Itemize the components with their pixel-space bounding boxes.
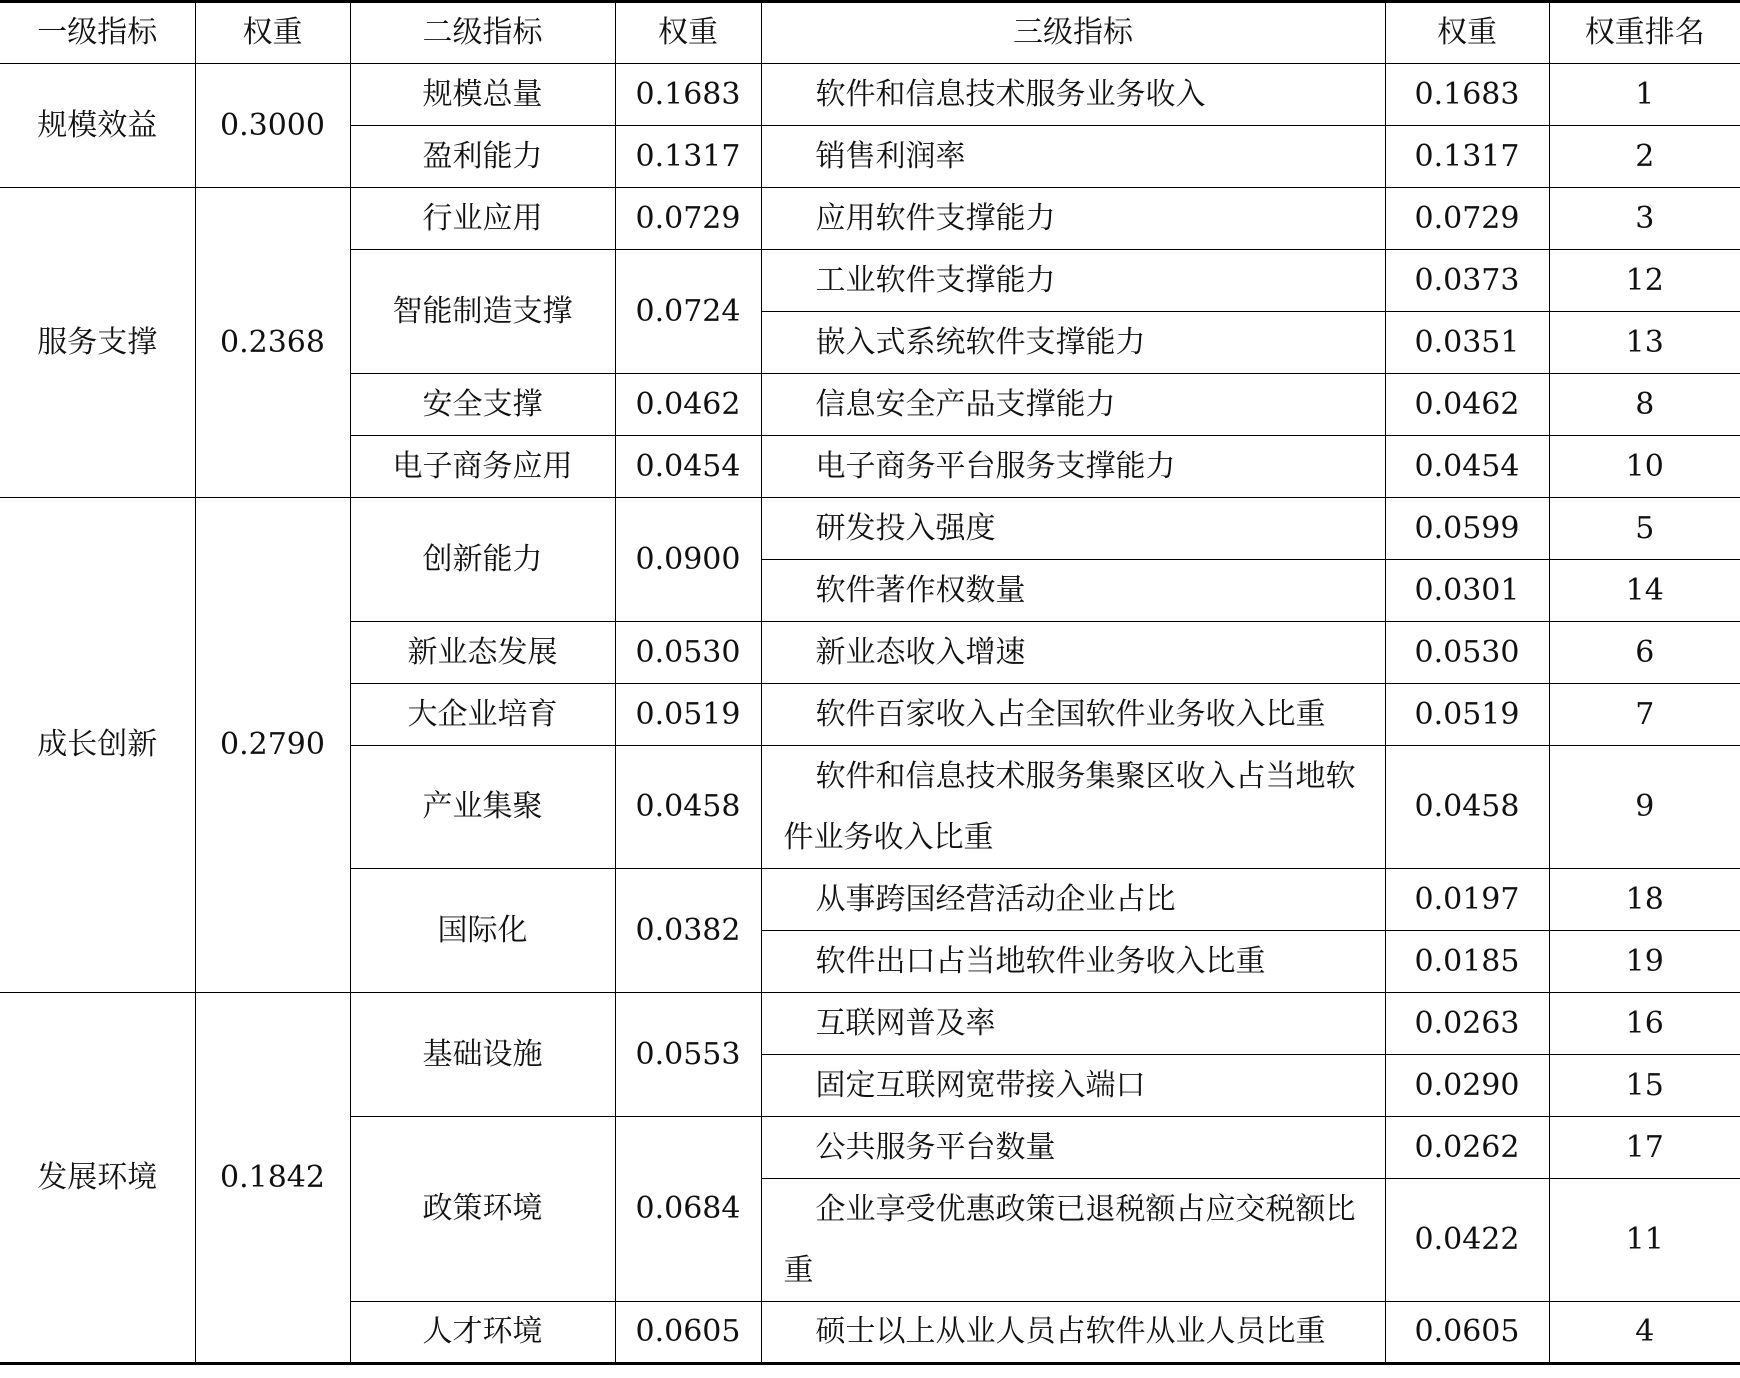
rank-cell: 18	[1549, 869, 1740, 931]
level3-name-text: 软件著作权数量	[815, 572, 1026, 608]
table-row	[0, 188, 1740, 250]
level3-name-cell	[761, 498, 1385, 560]
level3-weight-cell: 0.0462	[1385, 374, 1549, 436]
rank-cell: 10	[1549, 436, 1740, 498]
level2-name-cell: 产业集聚	[350, 746, 615, 869]
level2-weight-cell: 0.1683	[615, 64, 761, 126]
level2-weight-cell: 0.0724	[615, 250, 761, 374]
level2-name-cell: 安全支撑	[350, 374, 615, 436]
rank-cell: 6	[1549, 622, 1740, 684]
level3-weight-cell: 0.0263	[1385, 993, 1549, 1055]
header-level3: 三级指标	[761, 2, 1385, 64]
header-weight2: 权重	[615, 2, 761, 64]
level1-name-cell: 服务支撑	[0, 188, 195, 498]
level1-weight-cell: 0.1842	[195, 993, 350, 1364]
level2-name-cell: 盈利能力	[350, 126, 615, 188]
level3-name-cell	[761, 869, 1385, 931]
level1-weight-cell: 0.2790	[195, 498, 350, 993]
level2-name-cell: 创新能力	[350, 498, 615, 622]
rank-cell: 16	[1549, 993, 1740, 1055]
rank-cell: 14	[1549, 560, 1740, 622]
level3-name-text: 软件和信息技术服务业务收入	[815, 76, 1206, 112]
level2-name-cell: 政策环境	[350, 1117, 615, 1302]
level3-name-text: 销售利润率	[815, 138, 966, 174]
level3-weight-cell: 0.1317	[1385, 126, 1549, 188]
rank-cell: 7	[1549, 684, 1740, 746]
level2-name-cell: 国际化	[350, 869, 615, 993]
level2-weight-cell: 0.0519	[615, 684, 761, 746]
level2-name-cell: 行业应用	[350, 188, 615, 250]
level3-name-cell	[761, 126, 1385, 188]
level2-weight-cell: 0.0382	[615, 869, 761, 993]
level3-name-text: 工业软件支撑能力	[815, 262, 1056, 298]
level3-weight-cell: 0.0605	[1385, 1302, 1549, 1364]
level1-name-cell: 发展环境	[0, 993, 195, 1364]
level3-weight-cell: 0.0373	[1385, 250, 1549, 312]
table-row	[0, 498, 1740, 560]
level2-weight-cell: 0.0900	[615, 498, 761, 622]
level3-name-cell	[761, 374, 1385, 436]
rank-cell: 9	[1549, 746, 1740, 869]
level2-name-cell: 大企业培育	[350, 684, 615, 746]
level3-name-cell	[761, 622, 1385, 684]
level3-name-cell	[761, 746, 1385, 869]
level3-name-text: 软件百家收入占全国软件业务收入比重	[815, 696, 1326, 732]
level3-name-text: 嵌入式系统软件支撑能力	[815, 324, 1146, 360]
level3-weight-cell: 0.0290	[1385, 1055, 1549, 1117]
level3-weight-cell: 0.0729	[1385, 188, 1549, 250]
level3-name-text: 硕士以上从业人员占软件从业人员比重	[815, 1314, 1326, 1350]
level3-name-cell	[761, 250, 1385, 312]
level2-weight-cell: 0.0605	[615, 1302, 761, 1364]
header-weight1: 权重	[195, 2, 350, 64]
level2-name-cell: 人才环境	[350, 1302, 615, 1364]
rank-cell: 3	[1549, 188, 1740, 250]
level2-weight-cell: 0.0553	[615, 993, 761, 1117]
rank-cell: 11	[1549, 1179, 1740, 1302]
level3-name-text: 固定互联网宽带接入端口	[815, 1067, 1146, 1103]
level3-name-text: 互联网普及率	[815, 1005, 996, 1041]
rank-cell: 2	[1549, 126, 1740, 188]
level3-weight-cell: 0.0599	[1385, 498, 1549, 560]
level3-weight-cell: 0.0197	[1385, 869, 1549, 931]
level3-weight-cell: 0.0519	[1385, 684, 1549, 746]
level3-weight-cell: 0.0185	[1385, 931, 1549, 993]
rank-cell: 1	[1549, 64, 1740, 126]
level2-weight-cell: 0.0458	[615, 746, 761, 869]
level3-name-text: 从事跨国经营活动企业占比	[815, 881, 1176, 917]
level2-name-cell: 电子商务应用	[350, 436, 615, 498]
header-level2: 二级指标	[350, 2, 615, 64]
rank-cell: 4	[1549, 1302, 1740, 1364]
level3-name-cell	[761, 188, 1385, 250]
level3-weight-cell: 0.0301	[1385, 560, 1549, 622]
table-body	[0, 64, 1740, 1364]
level3-name-text: 新业态收入增速	[815, 634, 1026, 670]
level2-weight-cell: 0.0454	[615, 436, 761, 498]
level3-weight-cell: 0.1683	[1385, 64, 1549, 126]
rank-cell: 8	[1549, 374, 1740, 436]
level3-name-cell	[761, 684, 1385, 746]
level3-name-text: 信息安全产品支撑能力	[815, 386, 1116, 422]
level3-weight-cell: 0.0422	[1385, 1179, 1549, 1302]
level3-name-text: 应用软件支撑能力	[815, 200, 1056, 236]
level3-name-cell	[761, 931, 1385, 993]
rank-cell: 19	[1549, 931, 1740, 993]
level3-name-text: 软件出口占当地软件业务收入比重	[815, 943, 1266, 979]
level3-name-cell	[761, 560, 1385, 622]
level1-name-cell: 规模效益	[0, 64, 195, 188]
level2-weight-cell: 0.0462	[615, 374, 761, 436]
level3-weight-cell: 0.0262	[1385, 1117, 1549, 1179]
level3-name-text: 软件和信息技术服务集聚区收入占当地软件业务收入比重	[783, 759, 1356, 855]
level2-weight-cell: 0.0729	[615, 188, 761, 250]
level3-name-cell	[761, 436, 1385, 498]
level3-name-text: 研发投入强度	[815, 510, 996, 546]
level3-name-text: 电子商务平台服务支撑能力	[815, 448, 1176, 484]
level2-weight-cell: 0.1317	[615, 126, 761, 188]
level1-name-cell: 成长创新	[0, 498, 195, 993]
rank-cell: 15	[1549, 1055, 1740, 1117]
table-row	[0, 64, 1740, 126]
header-level1: 一级指标	[0, 2, 195, 64]
rank-cell: 13	[1549, 312, 1740, 374]
rank-cell: 5	[1549, 498, 1740, 560]
level3-name-text: 公共服务平台数量	[815, 1129, 1056, 1165]
level3-name-cell	[761, 993, 1385, 1055]
level2-weight-cell: 0.0530	[615, 622, 761, 684]
level2-name-cell: 新业态发展	[350, 622, 615, 684]
level3-weight-cell: 0.0530	[1385, 622, 1549, 684]
level3-name-cell	[761, 1055, 1385, 1117]
level3-name-cell	[761, 1302, 1385, 1364]
level2-name-cell: 智能制造支撑	[350, 250, 615, 374]
rank-cell: 12	[1549, 250, 1740, 312]
level3-weight-cell: 0.0351	[1385, 312, 1549, 374]
level3-weight-cell: 0.0458	[1385, 746, 1549, 869]
level3-name-cell	[761, 1179, 1385, 1302]
table-row	[0, 993, 1740, 1055]
level2-weight-cell: 0.0684	[615, 1117, 761, 1302]
table-header-row	[0, 2, 1740, 64]
level3-name-cell	[761, 64, 1385, 126]
level2-name-cell: 基础设施	[350, 993, 615, 1117]
level3-weight-cell: 0.0454	[1385, 436, 1549, 498]
level3-name-text: 企业享受优惠政策已退税额占应交税额比重	[783, 1192, 1356, 1288]
level2-name-cell: 规模总量	[350, 64, 615, 126]
level1-weight-cell: 0.3000	[195, 64, 350, 188]
header-rank: 权重排名	[1549, 2, 1740, 64]
rank-cell: 17	[1549, 1117, 1740, 1179]
level3-name-cell	[761, 312, 1385, 374]
level3-name-cell	[761, 1117, 1385, 1179]
level1-weight-cell: 0.2368	[195, 188, 350, 498]
header-weight3: 权重	[1385, 2, 1549, 64]
